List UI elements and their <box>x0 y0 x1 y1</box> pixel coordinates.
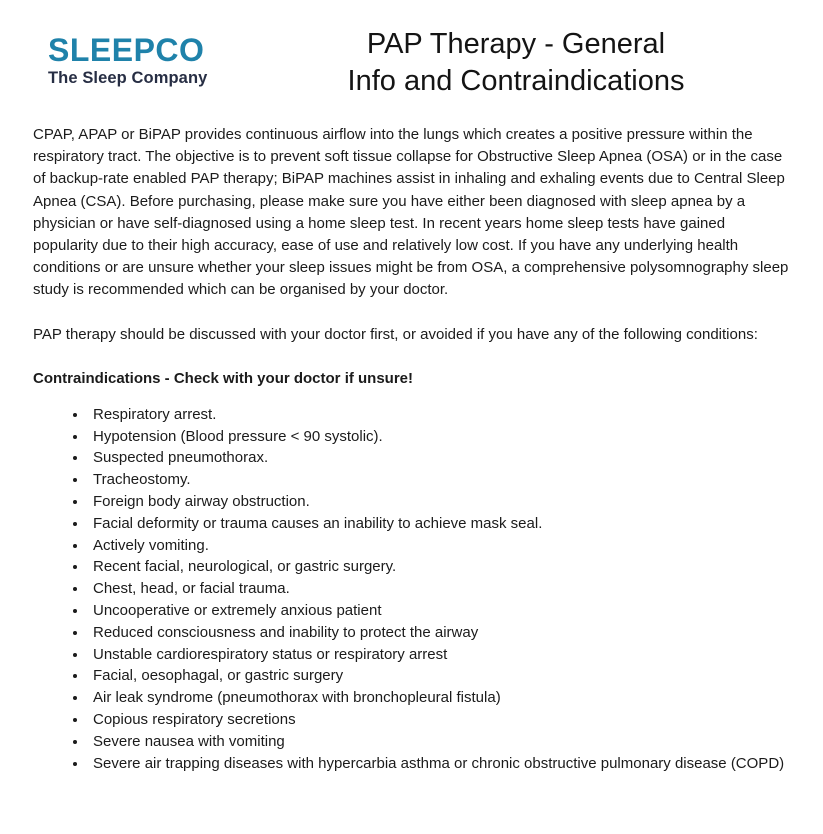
contraindication-item: • Severe nausea with vomiting <box>88 731 791 753</box>
contraindication-item: • Tracheostomy. <box>88 469 791 491</box>
contraindications-heading: Contraindications - Check with your doctor if unsure! <box>33 369 414 387</box>
page-title <box>225 26 807 100</box>
contraindication-item: • Severe air trapping diseases with hypercarbia asthma or chronic obstructive pulmonary disease (COPD) <box>88 753 791 775</box>
contraindication-item: • Reduced consciousness and inability to protect the airway <box>88 622 791 644</box>
page-title-line2: Info and Contraindications <box>347 65 685 97</box>
contraindication-item: • Unstable cardiorespiratory status or respiratory arrest <box>88 644 791 666</box>
logo-tagline-text: The Sleep Company <box>48 69 208 87</box>
contraindication-item: • Hypotension (Blood pressure < 90 systolic). <box>88 426 791 448</box>
sleepco-logo <box>48 34 207 87</box>
contraindication-item: • Respiratory arrest. <box>88 404 791 426</box>
contraindication-item: • Recent facial, neurological, or gastric surgery. <box>88 556 791 578</box>
contraindication-item: • Actively vomiting. <box>88 535 791 557</box>
logo-brand-text: SLEEPCO <box>48 32 205 68</box>
contraindication-item: • Facial deformity or trauma causes an inability to achieve mask seal. <box>88 513 791 535</box>
contraindication-item: • Chest, head, or facial trauma. <box>88 578 791 600</box>
contraindication-item: • Copious respiratory secretions <box>88 709 791 731</box>
contraindication-item: • Facial, oesophagal, or gastric surgery <box>88 665 791 687</box>
page-title-line1: PAP Therapy - General <box>366 28 666 60</box>
contraindication-item: • Foreign body airway obstruction. <box>88 491 791 513</box>
contraindication-item: • Uncooperative or extremely anxious patient <box>88 600 791 622</box>
contraindication-item: • Suspected pneumothorax. <box>88 447 791 469</box>
header <box>0 0 823 124</box>
document-body <box>33 124 791 774</box>
contraindication-item: • Air leak syndrome (pneumothorax with bronchopleural fistula) <box>88 687 791 709</box>
contraindications-list <box>33 404 791 775</box>
discuss-with-doctor-paragraph: PAP therapy should be discussed with your doctor first, or avoided if you have any of the following conditions: <box>33 325 758 343</box>
intro-paragraph: CPAP, APAP or BiPAP provides continuous airflow into the lungs which creates a positive pressure within the respiratory tract. The objective is to prevent soft tissue collapse for Obstructive Sleep Apnea (OSA) or in the case of backup-rate enabled PAP therapy; BiPAP machines assist in inhaling and exhaling events due to Central Sleep Apnea (CSA). Before purchasing, please make sure you have either been diagnosed with sleep apnea by a physician or have self-diagnosed using a home sleep test. In recent years home sleep tests have gained popularity due to their high accuracy, ease of use and relatively low cost. If you have any underlying health conditions or are unsure whether your sleep issues might be from OSA, a comprehensive polysomnography sleep study is recommended which can be organised by your doctor. <box>33 126 789 299</box>
